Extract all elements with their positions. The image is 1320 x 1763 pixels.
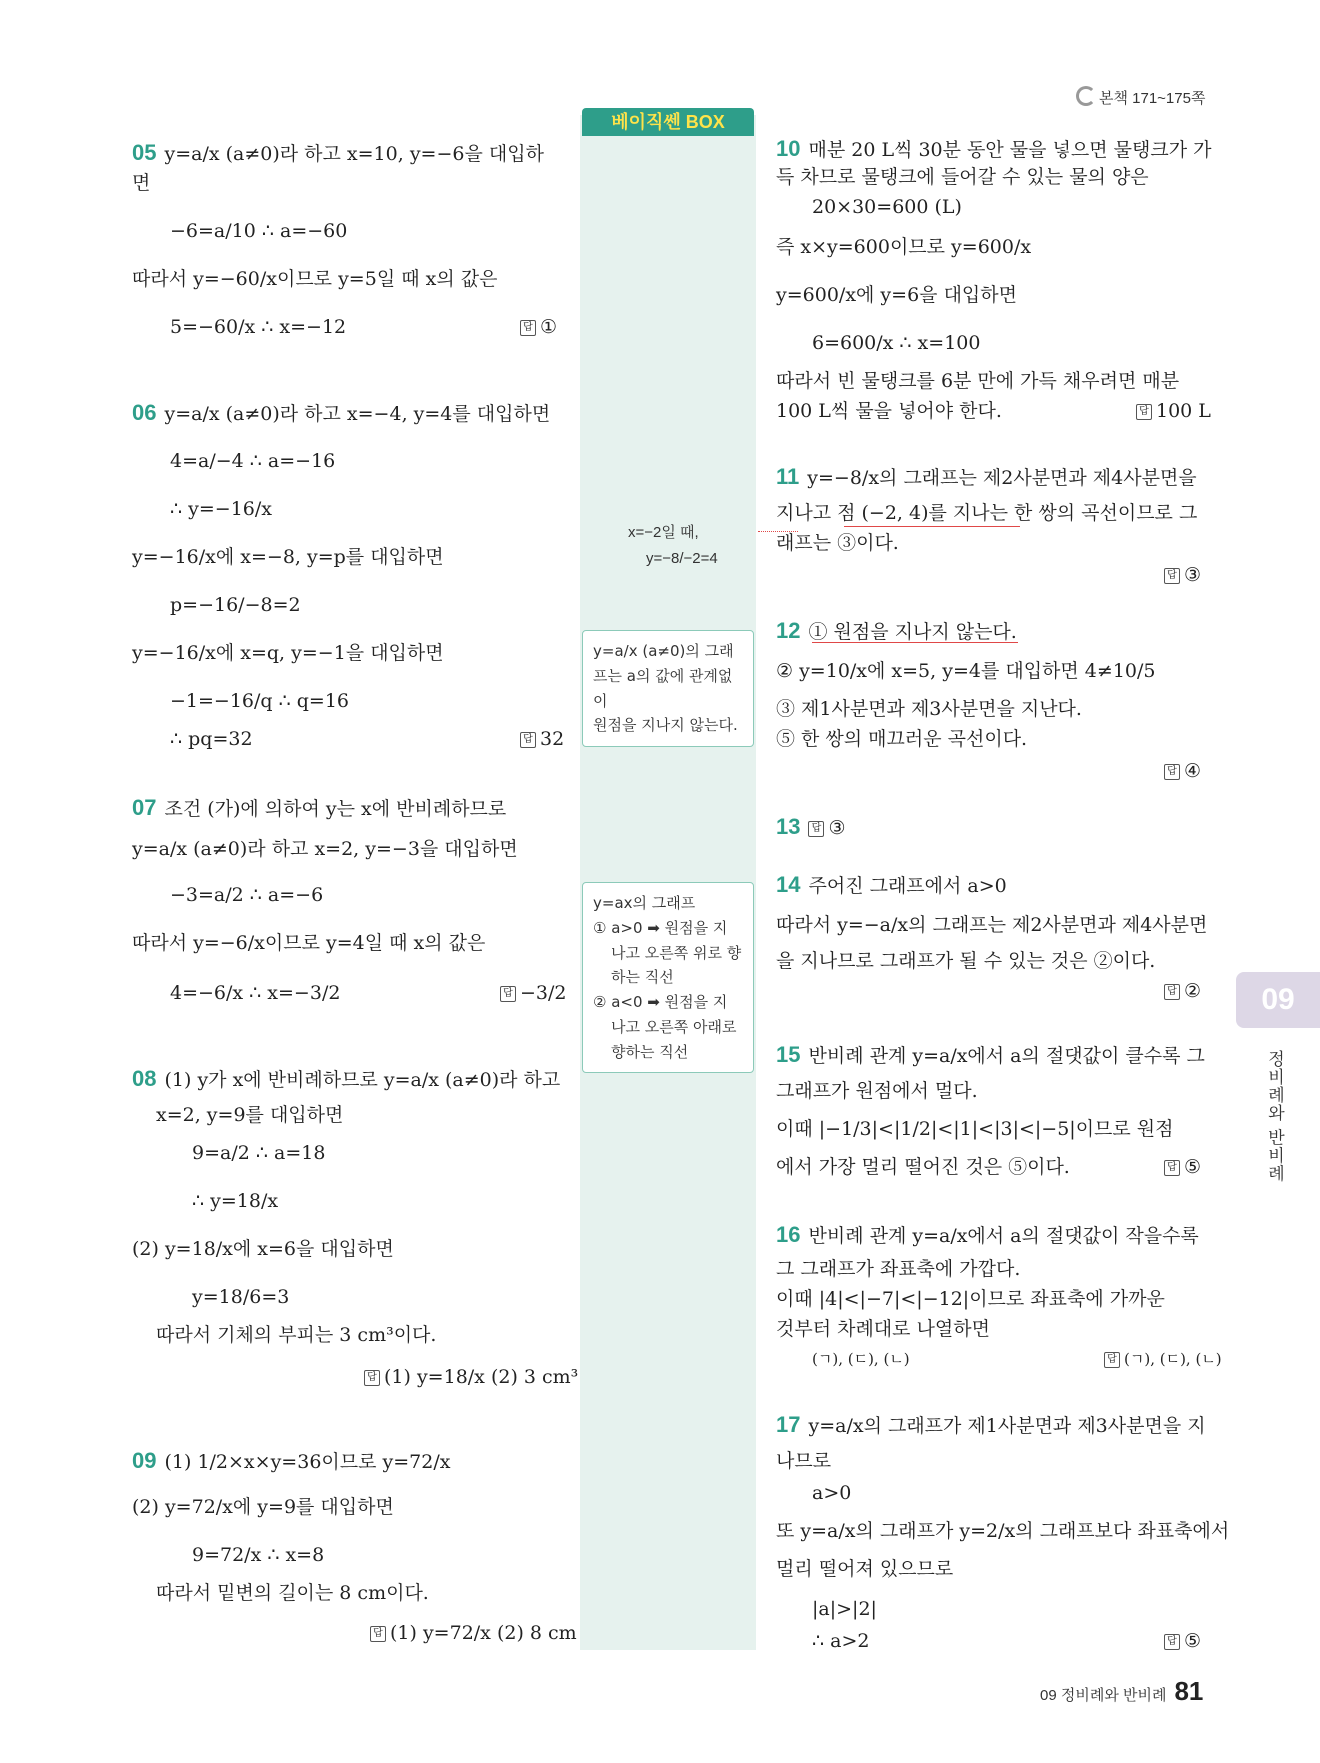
side-note-14-line-7: 향하는 직선	[611, 1042, 689, 1061]
answer-icon: 답	[1164, 1634, 1180, 1650]
problem-11-answer: 답 ③	[1164, 564, 1201, 587]
page-number: 81	[1174, 1676, 1204, 1706]
problem-16-answer: 답 (ㄱ), (ㄷ), (ㄴ)	[1104, 1350, 1222, 1368]
answer-icon: 답	[808, 821, 824, 837]
problem-08-line-2: x=2, y=9를 대입하면	[156, 1104, 344, 1126]
problem-15-line-3: 이때 |−1/3|<|1/2|<|1|<|3|<|−5|이므로 원점	[776, 1118, 1174, 1140]
side-note-14-line-3: 나고 오른쪽 위로 향	[611, 943, 742, 962]
side-note-14-line-1: y=ax의 그래프	[593, 894, 696, 912]
problem-14-line-2: 따라서 y=−a/x의 그래프는 제2사분면과 제4사분면	[776, 914, 1208, 936]
problem-06-line-1: 06 y=a/x (a≠0)라 하고 x=−4, y=4를 대입하면	[132, 400, 551, 425]
problem-11-number: 11	[776, 464, 800, 489]
answer-icon: 답	[1136, 404, 1152, 420]
problem-07-number: 07	[132, 795, 157, 820]
side-note-14-line-4: 하는 직선	[611, 968, 674, 987]
side-note-11-a: x=−2일 때,	[628, 524, 699, 541]
problem-05-line-3: −6=a/10 ∴ a=−60	[170, 220, 348, 242]
problem-13-number: 13	[776, 814, 801, 839]
problem-05-number: 05	[132, 140, 157, 165]
problem-10-line-3: 20×30=600 (L)	[812, 196, 962, 218]
problem-05-line-4: 따라서 y=−60/x이므로 y=5일 때 x의 값은	[132, 268, 498, 290]
problem-05-line-1: 05 y=a/x (a≠0)라 하고 x=10, y=−6을 대입하	[132, 140, 544, 165]
problem-08-line-1: 08 (1) y가 x에 반비례하므로 y=a/x (a≠0)라 하고	[132, 1066, 561, 1091]
problem-07-line-2: y=a/x (a≠0)라 하고 x=2, y=−3을 대입하면	[132, 838, 518, 860]
answer-icon: 답	[370, 1626, 386, 1642]
side-note-11	[628, 520, 718, 571]
problem-14-line-3: 을 지나므로 그래프가 될 수 있는 것은 ②이다.	[776, 950, 1156, 972]
problem-08-line-6: y=18/6=3	[192, 1286, 290, 1308]
problem-10-line-2: 득 차므로 물탱크에 들어갈 수 있는 물의 양은	[776, 166, 1149, 188]
problem-06-line-5: p=−16/−8=2	[170, 594, 301, 616]
problem-15-line-1: 15 반비례 관계 y=a/x에서 a의 절댓값이 클수록 그	[776, 1042, 1205, 1067]
problem-17-number: 17	[776, 1412, 801, 1437]
problem-09-answer: 답 (1) y=72/x (2) 8 cm	[370, 1622, 577, 1645]
side-note-12-line-3: 원점을 지나지 않는다.	[593, 716, 738, 735]
problem-17-answer: 답 ⑤	[1164, 1630, 1201, 1653]
footer-chapter: 09 정비례와 반비례	[1040, 1687, 1167, 1704]
problem-17-line-4: 또 y=a/x의 그래프가 y=2/x의 그래프보다 좌표축에서	[776, 1520, 1230, 1542]
problem-15-answer: 답 ⑤	[1164, 1156, 1201, 1179]
problem-17-line-2: 나므로	[776, 1450, 832, 1472]
answer-icon: 답	[520, 732, 536, 748]
problem-14-line-1: 14 주어진 그래프에서 a>0	[776, 872, 1007, 897]
problem-15-line-2: 그래프가 원점에서 멀다.	[776, 1080, 978, 1102]
reference-icon	[1076, 86, 1096, 106]
problem-05-line-2: 면	[132, 172, 151, 194]
problem-12-line-4: ⑤ 한 쌍의 매끄러운 곡선이다.	[776, 728, 1028, 750]
problem-06-line-6: y=−16/x에 x=q, y=−1을 대입하면	[132, 642, 444, 664]
problem-10-line-4: 즉 x×y=600이므로 y=600/x	[776, 236, 1032, 258]
problem-17-line-7: ∴ a>2	[812, 1630, 870, 1652]
problem-13-line-1: 13 답 ③	[776, 814, 846, 839]
problem-08-line-7: 따라서 기체의 부피는 3 cm³이다.	[156, 1324, 437, 1346]
problem-05-line-5: 5=−60/x ∴ x=−12	[170, 316, 347, 338]
problem-11-underline	[844, 526, 1020, 527]
problem-17-line-5: 멀리 떨어져 있으므로	[776, 1558, 954, 1580]
problem-16-number: 16	[776, 1222, 801, 1247]
problem-09-line-4: 따라서 밑변의 길이는 8 cm이다.	[156, 1582, 429, 1604]
problem-08-line-3: 9=a/2 ∴ a=18	[192, 1142, 326, 1164]
problem-14-number: 14	[776, 872, 801, 897]
problem-05-answer: 답 ①	[520, 316, 557, 339]
side-note-12	[582, 630, 754, 747]
side-note-12-line-2: 프는 a의 값에 관계없이	[593, 666, 733, 710]
problem-14-answer: 답 ②	[1164, 980, 1201, 1003]
problem-11-line-3: 래프는 ③이다.	[776, 532, 899, 554]
answer-icon: 답	[1104, 1352, 1120, 1368]
problem-10-line-5: y=600/x에 y=6을 대입하면	[776, 284, 1017, 306]
problem-10-line-8: 100 L씩 물을 넣어야 한다.	[776, 400, 1002, 422]
problem-06-line-2: 4=a/−4 ∴ a=−16	[170, 450, 336, 472]
problem-10-line-7: 따라서 빈 물탱크를 6분 만에 가득 채우려면 매분	[776, 370, 1180, 392]
problem-17-line-6: |a|>|2|	[812, 1598, 877, 1620]
footer	[1040, 1676, 1203, 1707]
problem-06-line-8: ∴ pq=32	[170, 728, 253, 750]
problem-15-number: 15	[776, 1042, 801, 1067]
problem-08-line-5: (2) y=18/x에 x=6을 대입하면	[132, 1238, 394, 1260]
basic-box-title: 베이직쎈 BOX	[582, 108, 754, 136]
problem-16-line-5: (ㄱ), (ㄷ), (ㄴ)	[812, 1350, 910, 1368]
problem-10-number: 10	[776, 136, 801, 161]
answer-icon: 답	[520, 320, 536, 336]
problem-07-line-3: −3=a/2 ∴ a=−6	[170, 884, 324, 906]
problem-11-line-1: 11 y=−8/x의 그래프는 제2사분면과 제4사분면을	[776, 464, 1197, 489]
problem-12-line-2: ② y=10/x에 x=5, y=4를 대입하면 4≠10/5	[776, 660, 1156, 682]
page-reference: 본책 171~175쪽	[1076, 86, 1205, 108]
side-note-14-line-6: 나고 오른쪽 아래로	[611, 1017, 737, 1036]
problem-06-number: 06	[132, 400, 157, 425]
answer-icon: 답	[1164, 764, 1180, 780]
problem-12-line-1: 12 ① 원점을 지나지 않는다.	[776, 618, 1017, 643]
problem-08-number: 08	[132, 1066, 157, 1091]
chapter-tab-title: 정비례와 반비례	[1264, 1050, 1284, 1183]
problem-08-line-4: ∴ y=18/x	[192, 1190, 279, 1212]
problem-07-line-5: 4=−6/x ∴ x=−3/2	[170, 982, 341, 1004]
problem-16-line-3: 이때 |4|<|−7|<|−12|이므로 좌표축에 가까운	[776, 1288, 1165, 1310]
side-note-11-b: y=−8/−2=4	[646, 549, 718, 567]
answer-icon: 답	[1164, 568, 1180, 584]
problem-09-line-2: (2) y=72/x에 y=9를 대입하면	[132, 1496, 394, 1518]
side-note-14-line-5: ② a<0 ➡ 원점을 지	[593, 993, 728, 1011]
problem-12-answer: 답 ④	[1164, 760, 1201, 783]
problem-16-line-2: 그 그래프가 좌표축에 가깝다.	[776, 1258, 1021, 1280]
problem-09-line-1: 09 (1) 1/2×x×y=36이므로 y=72/x	[132, 1448, 451, 1473]
answer-icon: 답	[1164, 1160, 1180, 1176]
problem-06-line-7: −1=−16/q ∴ q=16	[170, 690, 350, 712]
problem-11-line-2: 지나고 점 (−2, 4)를 지나는 한 쌍의 곡선이므로 그	[776, 502, 1198, 524]
problem-15-line-4: 에서 가장 멀리 떨어진 것은 ⑤이다.	[776, 1156, 1070, 1178]
problem-10-line-1: 10 매분 20 L씩 30분 동안 물을 넣으면 물탱크가 가	[776, 136, 1212, 161]
problem-09-number: 09	[132, 1448, 157, 1473]
answer-icon: 답	[500, 986, 516, 1002]
problem-12-number: 12	[776, 618, 801, 643]
problem-07-answer: 답 −3/2	[500, 982, 567, 1005]
problem-12-line-3: ③ 제1사분면과 제3사분면을 지난다.	[776, 698, 1082, 720]
chapter-tab: 09	[1236, 972, 1320, 1028]
side-note-14	[582, 882, 754, 1073]
answer-icon: 답	[1164, 984, 1180, 1000]
side-note-14-line-2: ① a>0 ➡ 원점을 지	[593, 918, 728, 937]
problem-08-answer: 답 (1) y=18/x (2) 3 cm³	[364, 1366, 578, 1389]
problem-07-line-4: 따라서 y=−6/x이므로 y=4일 때 x의 값은	[132, 932, 486, 954]
problem-07-line-1: 07 조건 (가)에 의하여 y는 x에 반비례하므로	[132, 795, 507, 820]
answer-icon: 답	[364, 1370, 380, 1386]
problem-17-line-3: a>0	[812, 1482, 852, 1504]
problem-16-line-1: 16 반비례 관계 y=a/x에서 a의 절댓값이 작을수록	[776, 1222, 1199, 1247]
side-note-12-line-1: y=a/x (a≠0)의 그래	[593, 642, 734, 660]
problem-10-answer: 답 100 L	[1136, 400, 1211, 423]
problem-06-line-3: ∴ y=−16/x	[170, 498, 272, 520]
problem-17-line-1: 17 y=a/x의 그래프가 제1사분면과 제3사분면을 지	[776, 1412, 1206, 1437]
problem-12-underline	[812, 642, 1018, 643]
problem-06-line-4: y=−16/x에 x=−8, y=p를 대입하면	[132, 546, 444, 568]
problem-06-answer: 답 32	[520, 728, 564, 751]
problem-10-line-6: 6=600/x ∴ x=100	[812, 332, 981, 354]
problem-09-line-3: 9=72/x ∴ x=8	[192, 1544, 325, 1566]
problem-16-line-4: 것부터 차례대로 나열하면	[776, 1318, 990, 1340]
